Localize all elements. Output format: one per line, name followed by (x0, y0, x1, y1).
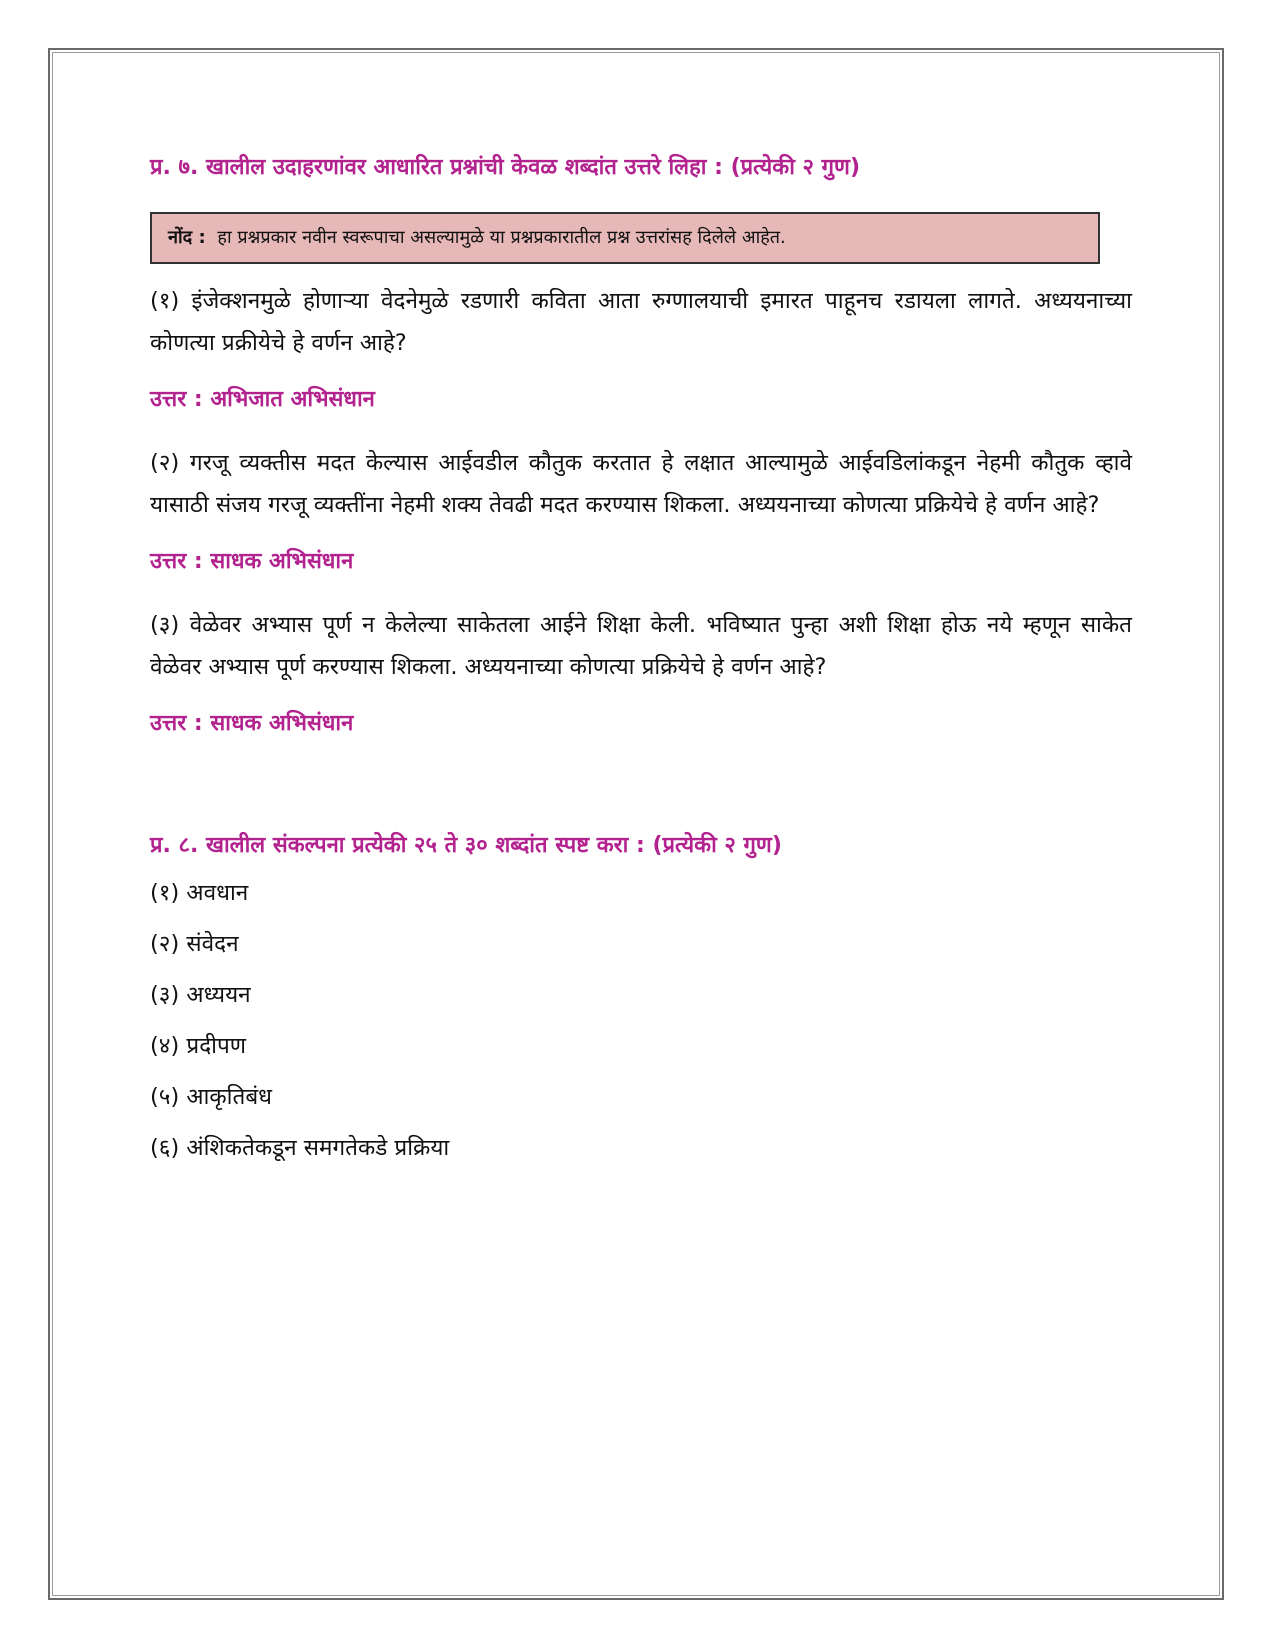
q7-question-3: (३) वेळेवर अभ्यास पूर्ण न केलेल्या साकेतला आईने शिक्षा केली. भविष्यात पुन्हा अशी शिक्षा होऊ नये म्हणून साकेत वेळेवर अभ्यास पूर्ण करण्यास शिकला. अध्ययनाच्या कोणत्या प्रक्रियेचे हे वर्णन आहे? (150, 612, 1132, 680)
q7-answer-3: उत्तर : साधक अभिसंधान (150, 711, 354, 736)
q7-question-2: (२) गरजू व्यक्तीस मदत केल्यास आईवडील कौतुक करतात हे लक्षात आल्यामुळे आईवडिलांकडून नेहमी कौतुक व्हावे यासाठी संजय गरजू व्यक्तींना नेहमी शक्य तेवढी मदत करण्यास शिकला. अध्ययनाच्या कोणत्या प्रक्रियेचे हे वर्णन आहे? (150, 450, 1132, 518)
concept-item: (४) प्रदीपण (150, 1033, 247, 1059)
question-8-heading: प्र. ८. खालील संकल्पना प्रत्येकी २५ ते ३० शब्दांत स्पष्ट करा : (प्रत्येकी २ गुण) (150, 833, 782, 858)
note-box (150, 212, 1100, 264)
q7-answer-2: उत्तर : साधक अभिसंधान (150, 549, 354, 574)
note-text: हा प्रश्नप्रकार नवीन स्वरूपाचा असल्यामुळे या प्रश्नप्रकारातील प्रश्न उत्तरांसह दिलेले आहेत. (217, 227, 786, 248)
page-content (150, 150, 1132, 1182)
concept-item: (२) संवेदन (150, 931, 239, 957)
concept-list (150, 876, 1132, 1182)
concept-item: (६) अंशिकतेकडून समगतेकडे प्रक्रिया (150, 1135, 450, 1161)
q7-question-1: (१) इंजेक्शनमुळे होणाऱ्या वेदनेमुळे रडणारी कविता आता रुग्णालयाची इमारत पाहूनच रडायला लागते. अध्ययनाच्या कोणत्या प्रक्रीयेचे हे वर्णन आहे? (150, 288, 1132, 356)
concept-item: (५) आकृतिबंध (150, 1084, 273, 1110)
q7-answer-1: उत्तर : अभिजात अभिसंधान (150, 387, 375, 412)
question-7-heading: प्र. ७. खालील उदाहरणांवर आधारित प्रश्नांची केवळ शब्दांत उत्तरे लिहा : (प्रत्येकी २ गुण) (150, 155, 860, 180)
concept-item: (३) अध्ययन (150, 982, 251, 1008)
note-label: नोंद : (168, 227, 206, 248)
concept-item: (१) अवधान (150, 880, 249, 906)
